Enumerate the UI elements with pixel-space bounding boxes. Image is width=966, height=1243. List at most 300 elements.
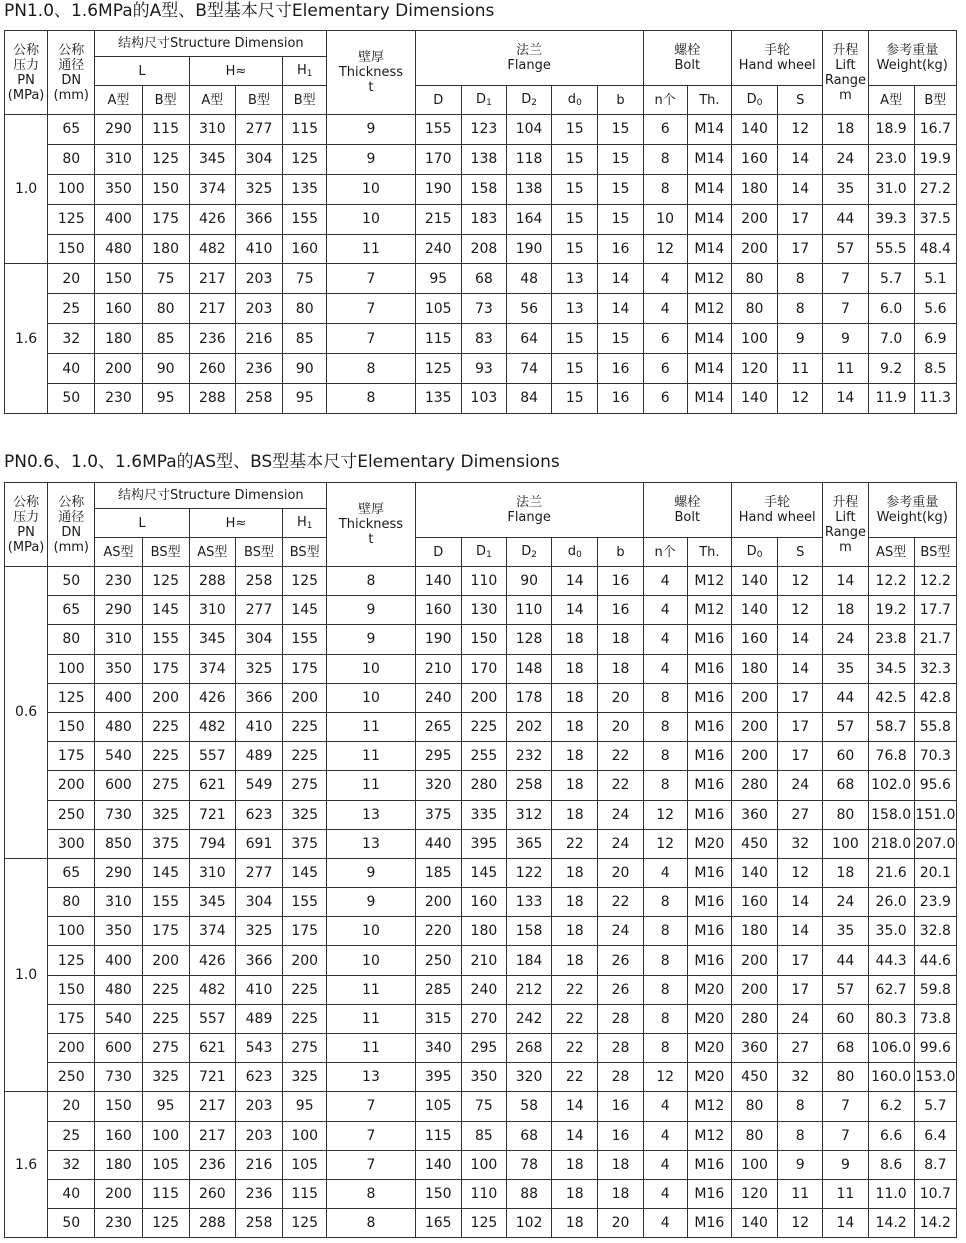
table-cell: 65 xyxy=(48,596,95,625)
table-row xyxy=(5,683,957,712)
table-cell: 217 xyxy=(189,264,235,294)
table-cell: M16 xyxy=(687,1150,731,1179)
table-cell: 200 xyxy=(731,204,777,234)
table-cell: 13 xyxy=(552,264,598,294)
table-cell: 12 xyxy=(643,829,687,858)
flange-D-label: D xyxy=(433,544,444,560)
col-flange-D1-label-main: D xyxy=(476,91,487,107)
table-cell: 26 xyxy=(598,975,643,1004)
table-2-title: PN0.6、1.0、1.6MPa的AS型、BS型基本尺寸Elementary Dimensions xyxy=(4,452,560,472)
pn-group-cell: 1.6 xyxy=(5,264,48,413)
weight-header xyxy=(868,483,956,538)
table-cell: 8 xyxy=(643,888,687,917)
table-cell: 42.8 xyxy=(914,683,956,712)
table-cell: 175 xyxy=(283,654,327,683)
pn-header-line: PN xyxy=(17,72,35,88)
table-cell: M16 xyxy=(687,742,731,771)
table-cell: 115 xyxy=(415,1121,461,1150)
table-cell: 11 xyxy=(823,354,868,384)
table-cell: 80 xyxy=(142,294,189,324)
table-cell: 170 xyxy=(415,144,461,174)
table-cell: 721 xyxy=(189,800,235,829)
table-cell: 14 xyxy=(552,596,598,625)
table-cell: 25 xyxy=(48,1121,95,1150)
table-cell: 85 xyxy=(461,1121,506,1150)
table-cell: 200 xyxy=(142,683,189,712)
H-label: H≈ xyxy=(225,63,247,79)
table-cell: 9 xyxy=(327,144,415,174)
table-cell: 68 xyxy=(461,264,506,294)
col-flange-d0-label-main: d xyxy=(567,91,577,107)
col-flange-D2 xyxy=(507,538,552,567)
header-row-3 xyxy=(5,86,957,115)
table-cell: 24 xyxy=(823,625,868,654)
table-cell: 125 xyxy=(283,567,327,596)
table-cell: 190 xyxy=(507,234,552,264)
table-cell: 8 xyxy=(643,174,687,204)
table-cell: 11 xyxy=(327,1004,415,1033)
table-cell: 250 xyxy=(415,946,461,975)
pn-group-cell: 1.0 xyxy=(5,115,48,264)
table-cell: 621 xyxy=(189,771,235,800)
table-cell: 140 xyxy=(731,596,777,625)
col-L-type-b-label: BS型 xyxy=(150,544,181,560)
table-cell: 8 xyxy=(327,354,415,384)
table-row xyxy=(5,324,957,354)
table-cell: 180 xyxy=(731,654,777,683)
table-cell: 15 xyxy=(552,174,598,204)
table-cell: 8 xyxy=(327,384,415,414)
table-cell: 26 xyxy=(598,946,643,975)
table-cell: 24 xyxy=(823,144,868,174)
table-cell: 16 xyxy=(598,354,643,384)
table-cell: 20 xyxy=(598,1209,643,1238)
table-cell: 426 xyxy=(189,683,235,712)
table-cell: 366 xyxy=(235,204,282,234)
col-L-type-b xyxy=(142,538,189,567)
dn-header-line: 通径 xyxy=(58,509,85,525)
table-cell: 55.8 xyxy=(914,712,956,741)
table-cell: 13 xyxy=(327,1063,415,1092)
col-L-type-b-label: B型 xyxy=(154,92,177,108)
table-cell: 345 xyxy=(189,625,235,654)
table-cell: 794 xyxy=(189,829,235,858)
table-cell: M16 xyxy=(687,712,731,741)
table-cell: 18 xyxy=(552,858,598,887)
table-cell: 83 xyxy=(461,324,506,354)
H-label: H≈ xyxy=(225,515,247,531)
table-cell: 106.0 xyxy=(868,1034,914,1063)
table-cell: 236 xyxy=(189,324,235,354)
col-flange-D1-label-subscript: 1 xyxy=(486,97,492,108)
table-cell: 691 xyxy=(235,829,282,858)
table-row xyxy=(5,800,957,829)
table-cell: 320 xyxy=(507,1063,552,1092)
table-cell: 14 xyxy=(778,144,823,174)
table-cell: 93 xyxy=(461,354,506,384)
col-flange-b-label: b xyxy=(616,92,625,108)
table-cell: 76.8 xyxy=(868,742,914,771)
table-cell: 374 xyxy=(189,174,235,204)
table-row xyxy=(5,264,957,294)
col-flange-b xyxy=(598,538,643,567)
col-flange-d0-label-subscript: 0 xyxy=(576,97,582,108)
table-cell: 200 xyxy=(283,683,327,712)
table-cell: 14 xyxy=(598,264,643,294)
table-cell: 28 xyxy=(598,1034,643,1063)
bolt-header xyxy=(643,483,731,538)
table-cell: 7 xyxy=(327,294,415,324)
table-cell: 12 xyxy=(778,115,823,145)
table-cell: 14 xyxy=(823,567,868,596)
table-cell: 11.3 xyxy=(914,384,956,414)
table-cell: 208 xyxy=(461,234,506,264)
L-label: L xyxy=(138,63,146,79)
thickness-header-line: 壁厚 xyxy=(357,502,384,517)
table-cell: 265 xyxy=(415,712,461,741)
table-cell: 6 xyxy=(643,115,687,145)
table-cell: 120 xyxy=(731,354,777,384)
table-cell: 18 xyxy=(552,946,598,975)
table-cell: 374 xyxy=(189,917,235,946)
table-cell: 482 xyxy=(189,975,235,1004)
table-cell: 32 xyxy=(48,1150,95,1179)
table-cell: 15 xyxy=(552,144,598,174)
table-cell: 8 xyxy=(778,1121,823,1150)
pn-header-line: PN xyxy=(17,524,35,540)
table-cell: 225 xyxy=(283,975,327,1004)
table-cell: 20 xyxy=(598,683,643,712)
table-cell: 23.9 xyxy=(914,888,956,917)
table-cell: 8 xyxy=(327,1179,415,1208)
table-cell: 138 xyxy=(507,174,552,204)
flange-label-line: 法兰 xyxy=(516,495,543,510)
table-cell: 9.2 xyxy=(868,354,914,384)
col-group-H xyxy=(189,509,282,538)
table-cell: 100 xyxy=(48,654,95,683)
table-cell: 400 xyxy=(95,683,142,712)
table-cell: 250 xyxy=(48,800,95,829)
table-cell: 375 xyxy=(142,829,189,858)
table-cell: M16 xyxy=(687,917,731,946)
handwheel-label-line: Hand wheel xyxy=(738,58,816,73)
table-cell: 13 xyxy=(327,829,415,858)
table-cell: 65 xyxy=(48,858,95,887)
table-cell: 102 xyxy=(507,1209,552,1238)
table-cell: 230 xyxy=(95,384,142,414)
pn-header-line: 压力 xyxy=(13,509,40,525)
table-cell: 14 xyxy=(778,888,823,917)
table-cell: 8 xyxy=(643,917,687,946)
table-cell: 125 xyxy=(48,204,95,234)
table-cell: 133 xyxy=(507,888,552,917)
table-cell: 123 xyxy=(461,115,506,145)
col-H-type-a-label: AS型 xyxy=(197,544,228,560)
table-cell: 310 xyxy=(189,858,235,887)
table-cell: 15 xyxy=(598,174,643,204)
table-cell: 202 xyxy=(507,712,552,741)
table-cell: 20 xyxy=(48,1092,95,1121)
table-cell: 22 xyxy=(598,742,643,771)
table-cell: 160 xyxy=(283,234,327,264)
table-cell: 540 xyxy=(95,742,142,771)
table-cell: 310 xyxy=(189,596,235,625)
col-L-type-a xyxy=(95,86,142,115)
table-cell: 18 xyxy=(552,683,598,712)
table-cell: 850 xyxy=(95,829,142,858)
table-cell: 155 xyxy=(283,204,327,234)
weight-label-line: Weight(kg) xyxy=(876,510,948,525)
table-cell: 6 xyxy=(643,384,687,414)
table-cell: 151.0 xyxy=(914,800,956,829)
table-row xyxy=(5,858,957,887)
table-cell: 225 xyxy=(461,712,506,741)
table-cell: 85 xyxy=(283,324,327,354)
table-cell: 115 xyxy=(283,115,327,145)
table-cell: 18 xyxy=(552,800,598,829)
table-cell: 11 xyxy=(823,1179,868,1208)
table-cell: 13 xyxy=(552,294,598,324)
table-cell: 145 xyxy=(142,858,189,887)
table-cell: 14 xyxy=(823,1209,868,1238)
table-cell: 200 xyxy=(48,771,95,800)
table-cell: 236 xyxy=(235,1179,282,1208)
bolt-label-line: Bolt xyxy=(674,510,701,525)
table-cell: 27 xyxy=(778,800,823,829)
col-nominal-pressure xyxy=(5,483,48,567)
table-cell: 8 xyxy=(327,567,415,596)
table-cell: 200 xyxy=(48,1034,95,1063)
structure-dimension-header xyxy=(95,31,327,57)
col-H1-type-b-label: B型 xyxy=(293,92,316,108)
table-cell: 14 xyxy=(778,654,823,683)
table-cell: 22 xyxy=(598,888,643,917)
pn-header-line: 公称 xyxy=(13,42,40,58)
table-cell: 120 xyxy=(731,1179,777,1208)
table-cell: 95 xyxy=(283,384,327,414)
table-cell: 28 xyxy=(598,1063,643,1092)
table-cell: 275 xyxy=(283,1034,327,1063)
table-cell: 17 xyxy=(778,712,823,741)
table-cell: 105 xyxy=(142,1150,189,1179)
table-cell: 175 xyxy=(142,654,189,683)
table-cell: 125 xyxy=(142,1209,189,1238)
H1-label-main: H xyxy=(296,62,307,78)
weight-header xyxy=(868,31,956,86)
table-cell: 12 xyxy=(778,596,823,625)
table-cell: M14 xyxy=(687,384,731,414)
table-cell: M16 xyxy=(687,625,731,654)
table-cell: 50 xyxy=(48,1209,95,1238)
table-cell: 85 xyxy=(142,324,189,354)
table-cell: 95.6 xyxy=(914,771,956,800)
col-L-type-a xyxy=(95,538,142,567)
table-cell: 115 xyxy=(283,1179,327,1208)
dn-header-line: 公称 xyxy=(58,42,85,58)
table-cell: 480 xyxy=(95,975,142,1004)
table-cell: 57 xyxy=(823,234,868,264)
table-cell: M20 xyxy=(687,1034,731,1063)
table-cell: 310 xyxy=(95,625,142,654)
table-cell: 32.8 xyxy=(914,917,956,946)
table-cell: 280 xyxy=(731,1004,777,1033)
table-cell: 250 xyxy=(48,1063,95,1092)
table-cell: 19.9 xyxy=(914,144,956,174)
col-flange-b xyxy=(598,86,643,115)
table-cell: 60 xyxy=(823,742,868,771)
table-cell: 340 xyxy=(415,1034,461,1063)
pn-header-line: (MPa) xyxy=(7,87,45,103)
table-cell: 14 xyxy=(778,917,823,946)
table-cell: 16 xyxy=(598,1121,643,1150)
table-cell: 155 xyxy=(142,888,189,917)
table-cell: 80 xyxy=(48,144,95,174)
table-cell: 200 xyxy=(415,888,461,917)
table-cell: M16 xyxy=(687,858,731,887)
col-H-type-a-label: A型 xyxy=(201,92,224,108)
table-cell: 180 xyxy=(461,917,506,946)
col-nominal-diameter xyxy=(48,31,95,115)
table-cell: 200 xyxy=(731,975,777,1004)
table-cell: 24 xyxy=(823,888,868,917)
table-cell: 11 xyxy=(327,234,415,264)
table-cell: 13 xyxy=(327,800,415,829)
table-cell: 8 xyxy=(643,1034,687,1063)
table-cell: 230 xyxy=(95,567,142,596)
table-cell: M12 xyxy=(687,1121,731,1150)
table-cell: 350 xyxy=(95,174,142,204)
handwheel-header xyxy=(731,31,822,86)
col-weight-type-a xyxy=(868,86,914,115)
table-cell: 138 xyxy=(461,144,506,174)
table-cell: 17 xyxy=(778,204,823,234)
table-cell: 15 xyxy=(552,204,598,234)
table-cell: 236 xyxy=(235,354,282,384)
table-cell: M14 xyxy=(687,204,731,234)
col-lift-range xyxy=(823,483,868,567)
table-cell: 125 xyxy=(48,946,95,975)
table-cell: 24 xyxy=(778,771,823,800)
table-cell: 4 xyxy=(643,858,687,887)
table-row xyxy=(5,917,957,946)
table-cell: 80.3 xyxy=(868,1004,914,1033)
table-cell: 44.3 xyxy=(868,946,914,975)
table-cell: 280 xyxy=(731,771,777,800)
table-cell: 18 xyxy=(823,115,868,145)
table-cell: 175 xyxy=(142,917,189,946)
table-cell: 310 xyxy=(95,144,142,174)
table-cell: M16 xyxy=(687,771,731,800)
table-cell: 10 xyxy=(643,204,687,234)
table-row xyxy=(5,204,957,234)
col-H1-type-b xyxy=(283,538,327,567)
table-cell: 304 xyxy=(235,144,282,174)
table-cell: 25 xyxy=(48,294,95,324)
col-bolt-thread xyxy=(687,86,731,115)
table-cell: 217 xyxy=(189,294,235,324)
table-cell: 11.9 xyxy=(868,384,914,414)
table-cell: 8 xyxy=(643,683,687,712)
col-bolt-count xyxy=(643,538,687,567)
table-cell: 11.0 xyxy=(868,1179,914,1208)
table-cell: 11 xyxy=(327,742,415,771)
table-cell: 155 xyxy=(283,888,327,917)
table-cell: 8 xyxy=(643,144,687,174)
table-cell: 22 xyxy=(552,975,598,1004)
table-cell: 150 xyxy=(415,1179,461,1208)
table-cell: 275 xyxy=(142,1034,189,1063)
table-cell: 557 xyxy=(189,1004,235,1033)
table-cell: 18 xyxy=(823,596,868,625)
table-cell: 68 xyxy=(823,1034,868,1063)
table-cell: 178 xyxy=(507,683,552,712)
table-cell: 290 xyxy=(95,596,142,625)
table-cell: 100 xyxy=(48,174,95,204)
table-cell: 18 xyxy=(598,1179,643,1208)
table-cell: 7 xyxy=(823,294,868,324)
table-cell: 277 xyxy=(235,858,282,887)
col-handwheel-D0 xyxy=(731,538,777,567)
table-cell: 200 xyxy=(95,1179,142,1208)
table-cell: 225 xyxy=(283,1004,327,1033)
table-cell: 10.7 xyxy=(914,1179,956,1208)
table-row xyxy=(5,294,957,324)
lift-header-line: m xyxy=(839,87,852,103)
col-flange-D1-label-main: D xyxy=(476,543,487,559)
table-cell: 350 xyxy=(95,917,142,946)
table-cell: 20 xyxy=(48,264,95,294)
structure-label: 结构尺寸Structure Dimension xyxy=(117,488,304,503)
table-cell: 260 xyxy=(189,354,235,384)
lift-header-line: Range xyxy=(824,72,867,88)
table-cell: 325 xyxy=(235,174,282,204)
table-cell: 295 xyxy=(461,1034,506,1063)
table-cell: 360 xyxy=(731,800,777,829)
table-cell: 280 xyxy=(461,771,506,800)
table-row xyxy=(5,1209,957,1238)
table-cell: 215 xyxy=(415,204,461,234)
table-cell: 175 xyxy=(283,917,327,946)
table-cell: 135 xyxy=(415,384,461,414)
table-cell: 100 xyxy=(731,324,777,354)
col-bolt-count-label: n个 xyxy=(654,544,676,560)
table-cell: 73 xyxy=(461,294,506,324)
table-cell: 140 xyxy=(415,567,461,596)
table-cell: 7 xyxy=(327,1092,415,1121)
table-cell: 150 xyxy=(48,712,95,741)
table-cell: 99.6 xyxy=(914,1034,956,1063)
col-flange-D2 xyxy=(507,86,552,115)
table-cell: M12 xyxy=(687,567,731,596)
table-cell: 258 xyxy=(235,384,282,414)
table-cell: 258 xyxy=(507,771,552,800)
table-cell: 9 xyxy=(778,1150,823,1179)
table-cell: 482 xyxy=(189,712,235,741)
table-cell: 18 xyxy=(552,1209,598,1238)
table-cell: 270 xyxy=(461,1004,506,1033)
table-cell: 14 xyxy=(598,294,643,324)
table-cell: 8 xyxy=(778,294,823,324)
table-cell: 95 xyxy=(142,1092,189,1121)
table-cell: 68 xyxy=(823,771,868,800)
table-cell: 35 xyxy=(823,174,868,204)
table-cell: 150 xyxy=(461,625,506,654)
table-cell: 410 xyxy=(235,975,282,1004)
table-cell: 200 xyxy=(283,946,327,975)
col-flange-d0 xyxy=(552,538,598,567)
table-cell: 480 xyxy=(95,712,142,741)
table-cell: 225 xyxy=(142,742,189,771)
